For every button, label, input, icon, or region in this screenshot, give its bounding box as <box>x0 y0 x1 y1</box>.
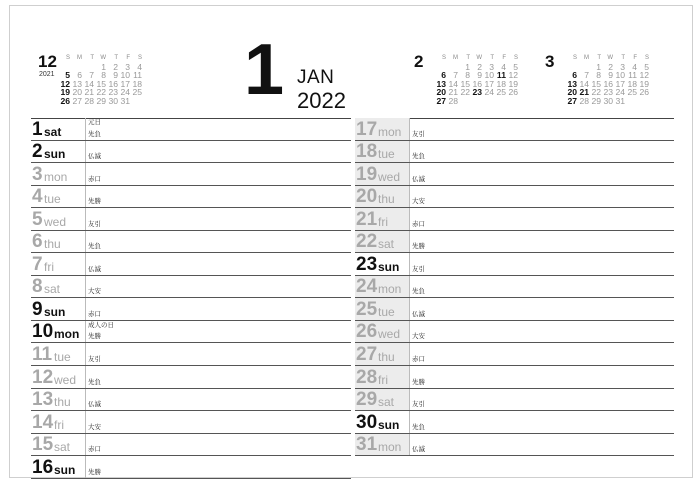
date-cell: 20 <box>436 87 446 98</box>
date-cell: 3 <box>489 61 494 72</box>
column-divider <box>409 321 410 343</box>
date-cell: 5 <box>644 61 649 72</box>
day-row[interactable] <box>355 276 674 299</box>
weekday: thu <box>44 237 61 252</box>
date-cell: 22 <box>460 87 470 98</box>
date-cell: 5 <box>65 70 70 81</box>
day-row[interactable] <box>355 434 674 457</box>
column-divider <box>85 321 86 343</box>
day-number: 8 <box>32 276 43 298</box>
mini-calendar-grid <box>565 54 649 106</box>
day-row[interactable] <box>31 343 351 366</box>
rokuyo-label: 仏滅 <box>88 265 101 273</box>
weekday: wed <box>378 169 401 184</box>
day-row[interactable] <box>355 366 674 389</box>
day-number: 16 <box>32 456 54 478</box>
rokuyo-label: 先負 <box>88 378 101 386</box>
date-cell: 2 <box>113 61 118 72</box>
date-cell: 8 <box>101 70 106 81</box>
day-number: 13 <box>32 389 54 411</box>
day-row[interactable] <box>31 186 351 209</box>
day-row[interactable] <box>31 434 351 457</box>
rokuyo-label: 先負 <box>412 423 425 431</box>
column-divider <box>85 186 86 208</box>
weekday-label: S <box>572 55 577 61</box>
rokuyo-label: 大安 <box>412 333 425 341</box>
date-cell: 1 <box>101 61 106 72</box>
weekday-label: M <box>77 55 82 61</box>
date-cell: 10 <box>484 70 494 81</box>
day-row[interactable] <box>31 366 351 389</box>
date-cell: 13 <box>72 78 82 89</box>
date-cell: 7 <box>453 70 458 81</box>
date-cell: 20 <box>567 87 577 98</box>
date-cell: 10 <box>615 70 625 81</box>
weekday-label: S <box>513 55 518 61</box>
date-cell: 4 <box>137 61 142 72</box>
weekday: sun <box>44 147 66 162</box>
day-row[interactable] <box>355 186 674 209</box>
holiday-name: 成人の日 <box>88 321 114 329</box>
date-cell <box>625 97 637 106</box>
rokuyo-label: 仏滅 <box>412 446 425 454</box>
rokuyo-label: 仏滅 <box>412 310 425 318</box>
date-cell: 3 <box>620 61 625 72</box>
day-number: 10 <box>32 321 54 343</box>
weekday: sat <box>378 395 395 410</box>
weekday-label: F <box>126 55 130 61</box>
mini-calendar-month: 3 <box>545 52 555 71</box>
date-cell: 11 <box>133 70 142 81</box>
date-cell: 17 <box>615 78 625 89</box>
rokuyo-label: 赤口 <box>412 356 425 364</box>
weekday: sun <box>44 304 66 319</box>
column-divider <box>85 276 86 298</box>
day-row[interactable] <box>31 456 351 479</box>
rokuyo-label: 大安 <box>412 198 425 206</box>
rokuyo-label: 先負 <box>412 288 425 296</box>
day-row[interactable] <box>355 343 674 366</box>
day-number: 11 <box>32 344 53 366</box>
weekday: mon <box>378 440 402 455</box>
weekday-label: F <box>502 55 506 61</box>
column-divider <box>409 163 410 185</box>
day-number: 28 <box>356 366 378 388</box>
date-cell: 19 <box>60 87 70 98</box>
date-cell: 15 <box>591 78 601 89</box>
weekday-label: W <box>100 55 106 61</box>
rokuyo-label: 赤口 <box>88 175 101 183</box>
column-divider <box>85 434 86 456</box>
day-number: 27 <box>356 344 378 366</box>
date-cell: 28 <box>448 95 458 106</box>
date-cell: 4 <box>501 61 506 72</box>
column-divider <box>409 366 410 388</box>
date-cell: 15 <box>460 78 470 89</box>
date-cell: 7 <box>89 70 94 81</box>
date-cell: 6 <box>572 70 577 81</box>
date-cell: 24 <box>120 87 130 98</box>
day-row[interactable] <box>355 118 674 141</box>
date-cell: 25 <box>132 87 142 98</box>
day-row[interactable] <box>355 389 674 412</box>
mini-calendar-month: 2 <box>414 52 424 71</box>
date-cell: 18 <box>496 78 506 89</box>
day-number: 3 <box>32 163 43 185</box>
mini-calendar-month: 12 <box>38 52 57 71</box>
date-cell: 7 <box>584 70 589 81</box>
column-divider <box>409 231 410 253</box>
day-number: 20 <box>356 186 378 208</box>
day-number: 18 <box>356 141 378 163</box>
weekday-label: T <box>114 55 118 61</box>
column-divider <box>409 118 410 140</box>
rokuyo-label: 友引 <box>412 401 425 409</box>
day-number: 15 <box>32 434 54 456</box>
date-cell: 23 <box>603 87 613 98</box>
column-divider <box>85 208 86 230</box>
day-row[interactable] <box>31 321 351 344</box>
days-column-left <box>31 118 351 479</box>
date-cell: 11 <box>628 70 637 81</box>
weekday: mon <box>54 327 80 342</box>
date-cell: 27 <box>436 95 446 106</box>
mini-calendar-grid <box>58 54 142 106</box>
day-row[interactable] <box>31 389 351 412</box>
weekday: thu <box>378 350 395 365</box>
date-cell: 17 <box>120 78 130 89</box>
date-cell: 3 <box>125 61 130 72</box>
date-cell: 9 <box>113 70 118 81</box>
rokuyo-label: 先勝 <box>88 468 101 476</box>
column-divider <box>409 186 410 208</box>
date-cell: 26 <box>60 95 70 106</box>
date-cell: 23 <box>108 87 118 98</box>
day-row[interactable] <box>31 163 351 186</box>
date-cell: 9 <box>608 70 613 81</box>
rokuyo-label: 友引 <box>412 130 425 138</box>
mini-calendar-grid <box>434 54 518 106</box>
rokuyo-label: 赤口 <box>88 310 101 318</box>
date-cell: 20 <box>72 87 82 98</box>
column-divider <box>85 141 86 163</box>
day-number: 9 <box>32 298 43 320</box>
date-cell: 31 <box>120 95 130 106</box>
date-cell: 30 <box>108 95 118 106</box>
date-cell: 18 <box>132 78 142 89</box>
date-cell <box>494 97 506 106</box>
weekday-label: T <box>90 55 94 61</box>
weekday-label: W <box>476 55 482 61</box>
column-divider <box>85 298 86 320</box>
date-cell: 15 <box>96 78 106 89</box>
date-cell: 29 <box>96 95 106 106</box>
date-cell: 16 <box>472 78 482 89</box>
weekday-label: W <box>607 55 613 61</box>
weekday-label: M <box>584 55 589 61</box>
date-cell: 28 <box>579 95 589 106</box>
weekday: wed <box>378 327 401 342</box>
date-cell: 24 <box>484 87 494 98</box>
weekday: tue <box>54 350 71 365</box>
weekday: mon <box>378 282 402 297</box>
weekday: wed <box>44 214 67 229</box>
day-row[interactable] <box>31 208 351 231</box>
weekday: thu <box>378 192 395 207</box>
day-number: 7 <box>32 253 43 275</box>
date-cell <box>470 97 482 106</box>
date-cell: 12 <box>508 70 518 81</box>
date-cell: 14 <box>448 78 458 89</box>
date-cell: 9 <box>477 70 482 81</box>
day-number: 30 <box>356 411 378 433</box>
column-divider <box>85 163 86 185</box>
weekday-label: F <box>633 55 637 61</box>
column-divider <box>85 343 86 365</box>
day-row[interactable] <box>355 411 674 434</box>
date-cell: 25 <box>627 87 637 98</box>
date-cell: 1 <box>465 61 470 72</box>
rokuyo-label: 友引 <box>412 265 425 273</box>
weekday: sun <box>378 259 400 274</box>
date-cell <box>482 97 494 106</box>
weekday: mon <box>44 169 68 184</box>
date-cell: 19 <box>639 78 649 89</box>
date-cell: 31 <box>615 95 625 106</box>
weekday: fri <box>44 259 54 274</box>
day-row[interactable] <box>31 141 351 164</box>
day-number: 2 <box>32 141 43 163</box>
day-row[interactable] <box>31 118 351 141</box>
column-divider <box>85 411 86 433</box>
day-number: 12 <box>32 366 54 388</box>
day-row[interactable] <box>31 276 351 299</box>
rokuyo-label: 先勝 <box>88 198 101 206</box>
rokuyo-label: 赤口 <box>88 446 101 454</box>
day-number: 22 <box>356 231 378 253</box>
weekday: thu <box>54 395 71 410</box>
weekday: sat <box>54 440 71 455</box>
date-cell: 27 <box>567 95 577 106</box>
weekday: sat <box>44 124 62 139</box>
column-divider <box>409 411 410 433</box>
date-cell: 2 <box>608 61 613 72</box>
column-divider <box>85 231 86 253</box>
date-cell: 6 <box>441 70 446 81</box>
column-divider <box>409 298 410 320</box>
date-cell: 6 <box>77 70 82 81</box>
day-number: 17 <box>356 118 378 140</box>
date-cell: 2 <box>477 61 482 72</box>
column-divider <box>409 343 410 365</box>
weekday: fri <box>54 417 64 432</box>
weekday-label: S <box>441 55 446 61</box>
column-divider <box>85 253 86 275</box>
rokuyo-label: 友引 <box>88 220 101 228</box>
date-cell: 14 <box>84 78 94 89</box>
column-divider <box>409 276 410 298</box>
weekday-label: T <box>466 55 470 61</box>
day-row[interactable] <box>31 298 351 321</box>
column-divider <box>409 208 410 230</box>
week-row <box>565 97 649 106</box>
weekday: fri <box>378 372 388 387</box>
month-number: 1 <box>244 30 285 110</box>
date-cell: 12 <box>60 78 70 89</box>
rokuyo-label: 先勝 <box>412 378 425 386</box>
day-number: 5 <box>32 208 43 230</box>
date-cell: 23 <box>472 87 482 98</box>
column-divider <box>409 434 410 456</box>
holiday-name: 元日 <box>88 119 101 126</box>
weekday-label: T <box>597 55 601 61</box>
weekday-label: S <box>644 55 649 61</box>
day-number: 31 <box>356 434 378 456</box>
week-row <box>58 97 142 106</box>
date-cell <box>458 97 470 106</box>
date-cell: 25 <box>496 87 506 98</box>
weekday-label: T <box>621 55 625 61</box>
rokuyo-label: 先負 <box>412 153 425 161</box>
day-row[interactable] <box>31 253 351 276</box>
date-cell: 26 <box>508 87 518 98</box>
day-number: 1 <box>32 118 43 140</box>
year: 2022 <box>297 88 346 113</box>
column-divider <box>85 366 86 388</box>
mini-calendar-december-2021 <box>38 52 158 112</box>
date-cell: 22 <box>591 87 601 98</box>
date-cell: 16 <box>108 78 118 89</box>
weekday-label: S <box>137 55 142 61</box>
weekday-label: T <box>490 55 494 61</box>
week-row <box>434 88 518 97</box>
rokuyo-label: 仏滅 <box>412 175 425 183</box>
days-column-right <box>355 118 674 456</box>
date-cell: 21 <box>448 87 458 98</box>
date-cell: 17 <box>484 78 494 89</box>
column-divider <box>409 141 410 163</box>
day-row[interactable] <box>355 163 674 186</box>
week-row <box>434 97 518 106</box>
weekday: sat <box>378 237 395 252</box>
rokuyo-label: 仏滅 <box>88 401 101 409</box>
weekday: sun <box>54 462 76 477</box>
rokuyo-label: 先負 <box>88 130 101 138</box>
weekday: fri <box>378 214 388 229</box>
date-cell: 5 <box>513 61 518 72</box>
date-cell: 11 <box>496 70 506 81</box>
weekday: tue <box>378 304 395 319</box>
day-row[interactable] <box>355 253 674 276</box>
weekday: tue <box>44 192 61 207</box>
day-row[interactable] <box>31 231 351 254</box>
day-row[interactable] <box>355 321 674 344</box>
day-number: 26 <box>356 321 378 343</box>
day-row[interactable] <box>355 231 674 254</box>
day-row[interactable] <box>355 208 674 231</box>
date-cell <box>637 97 649 106</box>
date-cell: 8 <box>465 70 470 81</box>
mini-calendar-february <box>414 52 534 112</box>
day-number: 25 <box>356 298 378 320</box>
date-cell: 21 <box>579 87 589 98</box>
date-cell: 27 <box>72 95 82 106</box>
date-cell: 13 <box>436 78 446 89</box>
date-cell <box>130 97 142 106</box>
day-row[interactable] <box>355 141 674 164</box>
weekday: sun <box>378 417 400 432</box>
column-divider <box>409 389 410 411</box>
weekday-label: M <box>453 55 458 61</box>
date-cell: 29 <box>591 95 601 106</box>
date-cell: 24 <box>615 87 625 98</box>
date-cell: 22 <box>96 87 106 98</box>
day-row[interactable] <box>31 411 351 434</box>
date-cell: 8 <box>596 70 601 81</box>
day-number: 19 <box>356 163 378 185</box>
date-cell: 10 <box>120 70 130 81</box>
day-number: 6 <box>32 231 43 253</box>
day-number: 4 <box>32 186 43 208</box>
mini-calendar-year: 2021 <box>39 71 55 78</box>
date-cell: 21 <box>84 87 94 98</box>
day-number: 21 <box>356 208 378 230</box>
column-divider <box>85 118 86 140</box>
day-number: 14 <box>32 411 54 433</box>
date-cell: 26 <box>639 87 649 98</box>
rokuyo-label: 友引 <box>88 356 101 364</box>
rokuyo-label: 先勝 <box>412 243 425 251</box>
column-divider <box>85 456 86 478</box>
date-cell: 18 <box>627 78 637 89</box>
day-number: 29 <box>356 389 378 411</box>
mini-calendar-march <box>545 52 665 112</box>
date-cell: 13 <box>567 78 577 89</box>
weekday: tue <box>378 147 395 162</box>
date-cell: 28 <box>84 95 94 106</box>
date-cell <box>506 97 518 106</box>
rokuyo-label: 仏滅 <box>88 153 101 161</box>
rokuyo-label: 大安 <box>88 288 101 296</box>
date-cell: 12 <box>639 70 649 81</box>
rokuyo-label: 先負 <box>88 243 101 251</box>
weekday: sat <box>44 282 61 297</box>
rokuyo-label: 赤口 <box>412 220 425 228</box>
column-divider <box>85 389 86 411</box>
rokuyo-label: 先勝 <box>88 333 101 341</box>
date-cell: 19 <box>508 78 518 89</box>
date-cell: 30 <box>603 95 613 106</box>
rokuyo-label: 大安 <box>88 423 101 431</box>
date-cell: 1 <box>596 61 601 72</box>
day-number: 24 <box>356 276 378 298</box>
month-name: JAN <box>297 67 335 88</box>
weekday: wed <box>54 372 77 387</box>
day-row[interactable] <box>355 298 674 321</box>
day-number: 23 <box>356 253 378 275</box>
date-cell: 14 <box>579 78 589 89</box>
weekday: mon <box>378 124 402 139</box>
column-divider <box>409 253 410 275</box>
date-cell: 4 <box>632 61 637 72</box>
weekday-label: S <box>65 55 70 61</box>
date-cell: 16 <box>603 78 613 89</box>
